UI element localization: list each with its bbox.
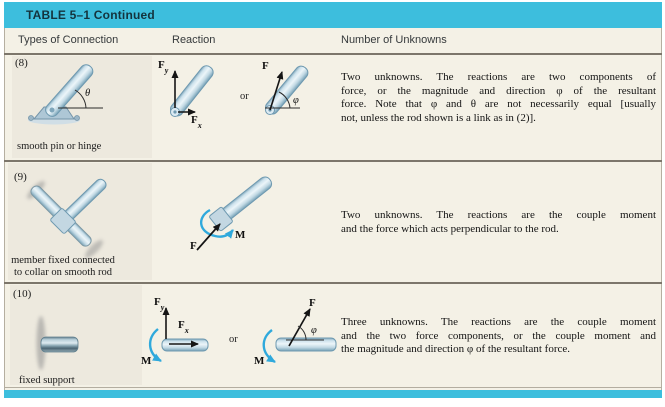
phi-label: φ bbox=[293, 95, 299, 106]
row-divider bbox=[4, 282, 662, 284]
header-divider bbox=[4, 53, 662, 55]
force-label: F bbox=[309, 297, 316, 309]
row-number: (8) bbox=[15, 57, 28, 69]
connection-caption: smooth pin or hinge bbox=[17, 141, 102, 152]
moment-arrow bbox=[150, 329, 161, 361]
collar-on-rod-connection-diagram bbox=[22, 176, 137, 256]
description-line: Three unknowns. The reactions are the couple moment bbox=[341, 316, 656, 328]
description-line: and the force which acts perpendicular to the rod. bbox=[341, 222, 559, 235]
description-line: force. Note that φ and θ are not necessarily equal [usually bbox=[341, 98, 656, 111]
table-bottom-bar bbox=[4, 390, 662, 398]
description-line: Two unknowns. The reactions are two components of bbox=[341, 71, 656, 83]
theta-label: θ bbox=[85, 88, 91, 99]
description-line: not, unless the rod shown is a link as in (2)]. bbox=[341, 111, 536, 124]
row-number: (10) bbox=[13, 288, 32, 300]
row-divider bbox=[4, 160, 662, 162]
row-number: (9) bbox=[14, 171, 27, 183]
unknowns-description bbox=[341, 71, 656, 125]
collar-reaction-diagram bbox=[185, 172, 285, 257]
fixed-support-diagram bbox=[18, 312, 103, 374]
force-label: F bbox=[190, 240, 197, 252]
force-x-label: $F_x$ bbox=[178, 319, 189, 336]
force-x-label: $F_x$ bbox=[191, 114, 202, 131]
moment-arrow bbox=[264, 330, 275, 362]
force-y-label: $F_y$ bbox=[154, 296, 165, 313]
unknowns-description bbox=[341, 316, 656, 357]
column-header-types-of-connection: Types of Connection bbox=[18, 34, 119, 46]
unknowns-description bbox=[341, 209, 656, 236]
column-header-reaction: Reaction bbox=[172, 34, 216, 46]
rod bbox=[162, 339, 208, 351]
description-line: force, or the magnitude and direction φ of the resultant bbox=[341, 84, 656, 97]
moment-label: M bbox=[235, 229, 246, 241]
table-title: TABLE 5–1 Continued bbox=[26, 8, 155, 22]
force-y-label: $F_y$ bbox=[158, 59, 169, 76]
or-label: or bbox=[240, 91, 249, 102]
moment-label: M bbox=[254, 355, 265, 367]
connection-caption: member fixed connected to collar on smooth rod bbox=[11, 255, 115, 278]
connection-caption: fixed support bbox=[19, 375, 75, 386]
description-line: Two unknowns. The reactions are the couple moment bbox=[341, 209, 656, 221]
column-header-number-of-unknowns: Number of Unknowns bbox=[341, 34, 447, 46]
description-line: and the two force components, or the couple moment and bbox=[341, 329, 656, 342]
or-label: or bbox=[229, 334, 238, 345]
embedded-rod bbox=[41, 337, 78, 352]
pin bbox=[50, 108, 55, 113]
phi-label: φ bbox=[311, 325, 317, 336]
bottom-rule bbox=[4, 387, 662, 388]
description-line: the magnitude and direction φ of the resultant force. bbox=[341, 343, 571, 356]
force-label: F bbox=[262, 60, 269, 72]
moment-label: M bbox=[141, 355, 152, 367]
